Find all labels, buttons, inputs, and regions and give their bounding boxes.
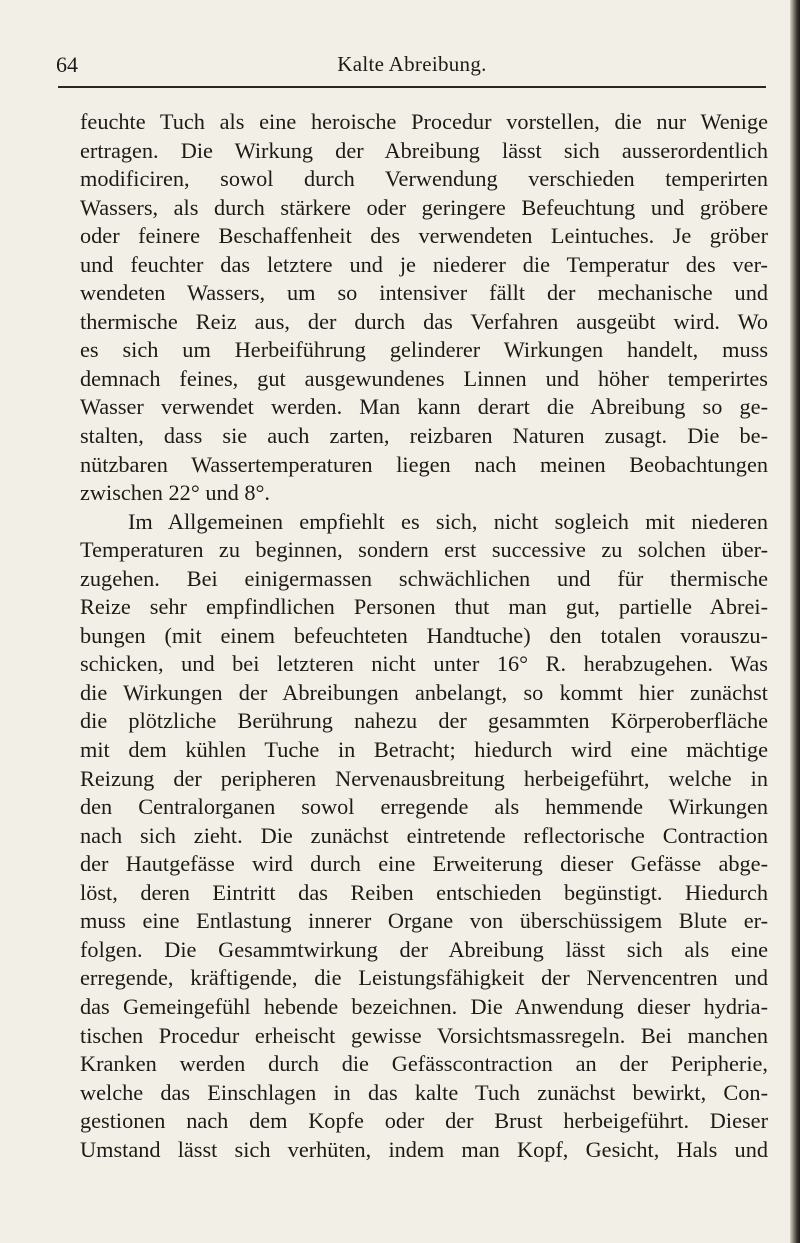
header-rule <box>58 86 766 88</box>
text-line: mit dem kühlen Tuche in Betracht; hiedurch wird eine mächtige <box>80 737 768 763</box>
text-line: es sich um Herbeiführung gelinderer Wirkungen handelt, muss <box>80 337 768 363</box>
page-number: 64 <box>56 52 78 77</box>
body-text <box>80 108 768 1164</box>
text-line: Kranken werden durch die Gefässcontraction an der Peripherie, <box>80 1051 768 1077</box>
paragraph-start-line: Im Allgemeinen empfiehlt es sich, nicht sogleich mit niederen <box>128 508 768 534</box>
text-line: welche das Einschlagen in das kalte Tuch zunächst bewirkt, Con- <box>80 1079 768 1105</box>
text-line: Reizung der peripheren Nervenausbreitung herbeigeführt, welche in <box>80 765 768 791</box>
text-line: nach sich zieht. Die zunächst eintretende reflectorische Contraction <box>80 822 768 848</box>
paragraph-end-line: zwischen 22° und 8°. <box>80 480 270 506</box>
text-line: thermische Reiz aus, der durch das Verfahren ausgeübt wird. Wo <box>80 308 768 334</box>
text-line: stalten, dass sie auch zarten, reizbaren Naturen zusagt. Die be- <box>80 423 768 449</box>
text-line: Reize sehr empfindlichen Personen thut man gut, partielle Abrei- <box>80 594 768 620</box>
text-line: die plötzliche Berührung nahezu der gesammten Körperoberfläche <box>80 708 768 734</box>
text-line: muss eine Entlastung innerer Organe von überschüssigem Blute er- <box>80 908 768 934</box>
text-line: Wasser verwendet werden. Man kann derart die Abreibung so ge- <box>80 394 768 420</box>
running-head: Kalte Abreibung. <box>337 52 487 76</box>
text-line: modificiren, sowol durch Verwendung verschieden temperirten <box>80 166 768 192</box>
text-line: folgen. Die Gesammtwirkung der Abreibung lässt sich als eine <box>80 936 768 962</box>
text-line: demnach feines, gut ausgewundenes Linnen und höher temperirtes <box>80 365 768 391</box>
text-line: oder feinere Beschaffenheit des verwendeten Leintuches. Je gröber <box>80 223 768 249</box>
text-line: zugehen. Bei einigermassen schwächlichen und für thermische <box>80 565 768 591</box>
text-line: bungen (mit einem befeuchteten Handtuche) den totalen vorauszu- <box>80 622 768 648</box>
text-line: die Wirkungen der Abreibungen anbelangt, so kommt hier zunächst <box>80 679 768 705</box>
text-line: der Hautgefässe wird durch eine Erweiterung dieser Gefässe abge- <box>80 851 768 877</box>
page-header <box>56 52 768 82</box>
book-spine-edge <box>790 0 800 1243</box>
text-line: wendeten Wassers, um so intensiver fällt der mechanische und <box>80 280 768 306</box>
text-line: das Gemeingefühl hebende bezeichnen. Die Anwendung dieser hydria- <box>80 993 768 1019</box>
text-line: tischen Procedur erheischt gewisse Vorsichtsmassregeln. Bei manchen <box>80 1022 768 1048</box>
text-line: schicken, und bei letzteren nicht unter 16° R. herabzugehen. Was <box>80 651 768 677</box>
text-line: gestionen nach dem Kopfe oder der Brust herbeigeführt. Dieser <box>80 1108 768 1134</box>
text-line: und feuchter das letztere und je niederer die Temperatur des ver- <box>80 251 768 277</box>
text-line: ertragen. Die Wirkung der Abreibung lässt sich ausserordentlich <box>80 137 768 163</box>
text-line: den Centralorganen sowol erregende als hemmende Wirkungen <box>80 794 768 820</box>
text-line: Temperaturen zu beginnen, sondern erst successive zu solchen über- <box>80 537 768 563</box>
text-line: feuchte Tuch als eine heroische Procedur vorstellen, die nur Wenige <box>80 109 768 134</box>
text-line: erregende, kräftigende, die Leistungsfähigkeit der Nervencentren und <box>80 965 768 991</box>
text-line: löst, deren Eintritt das Reiben entschieden begünstigt. Hiedurch <box>80 879 768 905</box>
text-line: Umstand lässt sich verhüten, indem man Kopf, Gesicht, Hals und <box>80 1136 768 1162</box>
text-line: Wassers, als durch stärkere oder geringere Befeuchtung und gröbere <box>80 194 768 220</box>
text-line: nützbaren Wassertemperaturen liegen nach meinen Beobachtungen <box>80 451 768 477</box>
